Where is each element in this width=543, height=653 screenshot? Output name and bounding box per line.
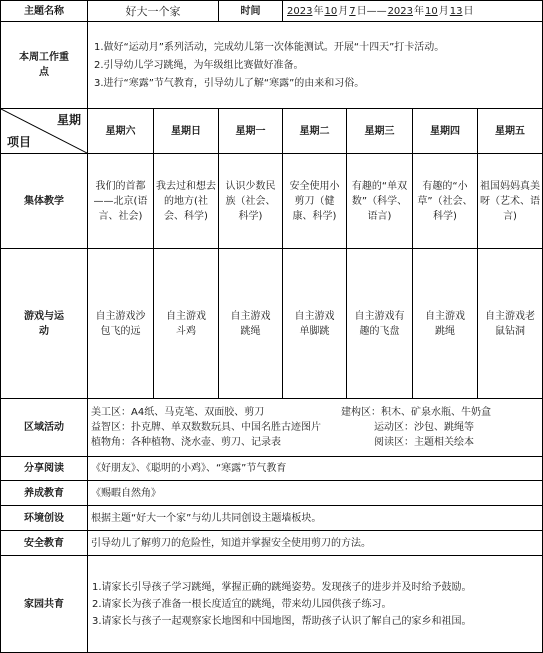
area-line — [91, 435, 539, 450]
focus-content — [88, 22, 543, 109]
home-row — [1, 556, 543, 653]
safety-row — [1, 531, 543, 556]
focus-label: 本周工作重点 — [1, 22, 88, 109]
range-separator: —— — [366, 5, 387, 17]
sharing-content: 《好朋友》、《聪明的小鸡》、“寒露”节气教育 — [88, 457, 543, 481]
weekday-corner — [1, 109, 88, 154]
month-char: 月 — [338, 5, 349, 17]
end-month: 10 — [425, 5, 438, 17]
environment-row — [1, 506, 543, 531]
area-row — [1, 399, 543, 457]
environment-content: 根据主题“好大一个家”与幼儿共同创设主题墙板块。 — [88, 506, 543, 531]
focus-item: 2.引导幼儿学习跳绳，为年级组比赛做好准备。 — [94, 60, 304, 71]
day-header: 星期一 — [219, 109, 283, 154]
month-char: 月 — [438, 5, 449, 17]
home-item: 3.请家长与孩子一起观察家长地图和中国地图，帮助孩子认识了解自己的家乡和祖国。 — [92, 615, 472, 627]
home-label: 家园共育 — [1, 556, 88, 653]
area-item: 运动区：沙包、跳绳等 — [374, 422, 474, 433]
game-cell: 自主游戏老鼠钻洞 — [478, 249, 543, 399]
area-item: 益智区：扑克牌、单双数数玩具、中国名胜古迹图片 — [91, 422, 321, 433]
habit-label: 养成教育 — [1, 481, 88, 506]
time-label: 时间 — [219, 1, 283, 22]
game-cell: 自主游戏单脚跳 — [283, 249, 347, 399]
start-day: 7 — [349, 5, 356, 17]
focus-item: 1.做好“运动月”系列活动，完成幼儿第一次体能测试。开展“十四天”打卡活动。 — [94, 42, 445, 53]
theme-value: 好大一个家 — [88, 1, 219, 22]
day-header: 星期二 — [283, 109, 347, 154]
area-item: 阅读区：主题相关绘本 — [374, 437, 474, 448]
year-char: 年 — [313, 5, 324, 17]
game-cell: 自主游戏跳绳 — [413, 249, 478, 399]
start-year: 2023 — [287, 5, 313, 17]
area-line — [91, 420, 539, 435]
game-cell: 自主游戏跳绳 — [219, 249, 283, 399]
teaching-cell: 认识少数民族（社会、科学) — [219, 154, 283, 249]
group-teaching-row — [1, 154, 543, 249]
area-label: 区域活动 — [1, 399, 88, 457]
weekday-row — [1, 109, 543, 154]
start-month: 10 — [324, 5, 338, 17]
game-cell: 自主游戏沙包飞的远 — [88, 249, 154, 399]
area-content — [88, 399, 543, 457]
teaching-cell: 祖国妈妈真美呀（艺术、语言) — [478, 154, 543, 249]
home-item: 1.请家长引导孩子学习跳绳，掌握正确的跳绳姿势。发现孩子的进步并及时给予鼓励。 — [92, 581, 472, 593]
game-cell: 自主游戏斗鸡 — [154, 249, 219, 399]
corner-item-label: 项目 — [7, 135, 32, 149]
safety-content: 引导幼儿了解剪刀的危险性，知道并掌握安全使用剪刀的方法。 — [88, 531, 543, 556]
date-range — [283, 1, 543, 22]
end-year: 2023 — [387, 5, 414, 17]
games-row — [1, 249, 543, 399]
teaching-cell: 我们的首都——北京(语言、社会) — [88, 154, 154, 249]
area-line — [91, 405, 539, 420]
theme-label: 主题名称 — [1, 1, 88, 22]
day-header: 星期四 — [413, 109, 478, 154]
year-char: 年 — [414, 5, 425, 17]
corner-weekday-label: 星期 — [56, 113, 81, 127]
teaching-cell: 有趣的“单双数”（科学、语言) — [347, 154, 413, 249]
teaching-cell: 安全使用小剪刀（健康、科学) — [283, 154, 347, 249]
game-cell: 自主游戏有趣的飞盘 — [347, 249, 413, 399]
area-item: 建构区：积木、矿泉水瓶、牛奶盒 — [341, 407, 491, 418]
habit-row — [1, 481, 543, 506]
group-teaching-label: 集体教学 — [1, 154, 88, 249]
games-label: 游戏与运动 — [1, 249, 88, 399]
header-row — [1, 1, 543, 22]
home-content — [88, 556, 543, 653]
teaching-cell: 我去过和想去的地方(社会、科学) — [154, 154, 219, 249]
home-item: 2.请家长为孩子准备一根长度适宜的跳绳，带来幼儿园供孩子练习。 — [92, 598, 392, 610]
end-day: 13 — [449, 5, 463, 17]
area-item: 植物角：各种植物、浇水壶、剪刀、记录表 — [91, 437, 281, 448]
sharing-label: 分享阅读 — [1, 457, 88, 481]
day-char: 日 — [463, 5, 474, 17]
day-header: 星期日 — [154, 109, 219, 154]
safety-label: 安全教育 — [1, 531, 88, 556]
habit-content: 《赐暇自然角》 — [88, 481, 543, 506]
environment-label: 环境创设 — [1, 506, 88, 531]
focus-row — [1, 22, 543, 109]
day-header: 星期三 — [347, 109, 413, 154]
day-header: 星期六 — [88, 109, 154, 154]
day-header: 星期五 — [478, 109, 543, 154]
focus-item: 3.进行“寒露”节气教育，引导幼儿了解“寒露”的由来和习俗。 — [94, 78, 365, 89]
area-item: 美工区：A4纸、马克笔、双面胶、剪刀 — [91, 407, 265, 418]
teaching-cell: 有趣的“小草”（社会、科学) — [413, 154, 478, 249]
sharing-row — [1, 457, 543, 481]
day-char: 日 — [356, 5, 367, 17]
